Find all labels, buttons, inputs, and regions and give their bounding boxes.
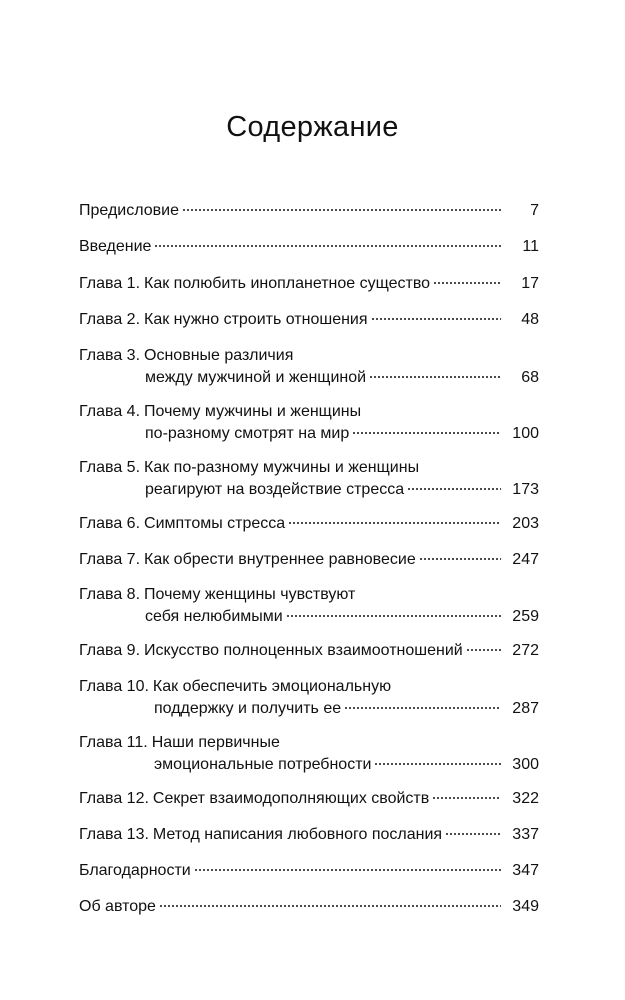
dot-leader bbox=[154, 245, 501, 247]
entry-title: Как обрести внутреннее равновесие bbox=[144, 551, 416, 568]
page-number: 349 bbox=[512, 898, 539, 915]
toc-entry bbox=[79, 457, 539, 501]
dot-leader bbox=[182, 209, 501, 211]
entry-title: Благодарности bbox=[79, 862, 191, 879]
toc-entry bbox=[79, 788, 539, 810]
entry-title: поддержку и получить ее bbox=[154, 700, 342, 717]
dot-leader bbox=[352, 432, 501, 434]
chapter-number: Глава 6. bbox=[79, 515, 141, 532]
entry-title: Как нужно строить отношения bbox=[144, 311, 368, 328]
page-number: 48 bbox=[521, 311, 539, 328]
dot-leader bbox=[344, 707, 501, 709]
dot-leader bbox=[288, 522, 501, 524]
toc-entry bbox=[79, 309, 539, 331]
dot-leader bbox=[194, 869, 501, 871]
entry-title: Как полюбить инопланетное существо bbox=[144, 275, 431, 292]
page-number: 287 bbox=[512, 700, 539, 717]
dot-leader bbox=[419, 558, 501, 560]
page-number: 7 bbox=[530, 202, 539, 219]
toc-entry bbox=[79, 860, 539, 882]
page-number: 322 bbox=[512, 790, 539, 807]
entry-title: Метод написания любовного послания bbox=[152, 826, 443, 843]
page-number: 247 bbox=[512, 551, 539, 568]
toc-entry bbox=[79, 640, 539, 662]
chapter-number: Глава 13. bbox=[79, 826, 149, 843]
dot-leader bbox=[433, 282, 501, 284]
chapter-number: Глава 9. bbox=[79, 642, 141, 659]
page-number: 347 bbox=[512, 862, 539, 879]
entry-title: реагируют на воздействие стресса bbox=[145, 481, 405, 498]
entry-title: Предисловие bbox=[79, 202, 179, 219]
entry-title: Симптомы стресса bbox=[144, 515, 286, 532]
entry-title: Как по-разному мужчины и женщины bbox=[144, 459, 420, 476]
chapter-number: Глава 10. bbox=[79, 678, 149, 695]
entry-title: Искусство полноценных взаимоотношений bbox=[144, 642, 463, 659]
chapter-number: Глава 1. bbox=[79, 275, 141, 292]
entry-title: эмоциональные потребности bbox=[154, 756, 372, 773]
toc-entry bbox=[79, 401, 539, 445]
dot-leader bbox=[445, 833, 501, 835]
dot-leader bbox=[369, 376, 501, 378]
toc-entry bbox=[79, 236, 539, 258]
toc-entry bbox=[79, 732, 539, 776]
entry-title: Введение bbox=[79, 238, 152, 255]
toc-entry bbox=[79, 513, 539, 535]
page-number: 300 bbox=[512, 756, 539, 773]
chapter-number: Глава 8. bbox=[79, 586, 141, 603]
page-number: 11 bbox=[522, 238, 539, 255]
dot-leader bbox=[286, 615, 501, 617]
page-title: Содержание bbox=[226, 111, 399, 144]
toc-entry bbox=[79, 345, 539, 389]
page-number: 17 bbox=[521, 275, 539, 292]
page-number: 337 bbox=[512, 826, 539, 843]
entry-title: Основные различия bbox=[144, 347, 294, 364]
page-number: 203 bbox=[512, 515, 539, 532]
chapter-number: Глава 4. bbox=[79, 403, 141, 420]
entry-title: себя нелюбимыми bbox=[145, 608, 283, 625]
entry-title: Об авторе bbox=[79, 898, 156, 915]
dot-leader bbox=[432, 797, 501, 799]
entry-title: между мужчиной и женщиной bbox=[145, 369, 367, 386]
page-number: 173 bbox=[512, 481, 539, 498]
chapter-number: Глава 12. bbox=[79, 790, 149, 807]
chapter-number: Глава 5. bbox=[79, 459, 141, 476]
toc-entry bbox=[79, 824, 539, 846]
chapter-number: Глава 7. bbox=[79, 551, 141, 568]
page-number: 272 bbox=[512, 642, 539, 659]
toc-entry bbox=[79, 676, 539, 720]
dot-leader bbox=[466, 649, 501, 651]
page-number: 259 bbox=[512, 608, 539, 625]
chapter-number: Глава 3. bbox=[79, 347, 141, 364]
dot-leader bbox=[371, 318, 501, 320]
toc-entry bbox=[79, 273, 539, 295]
dot-leader bbox=[374, 763, 501, 765]
toc-entry bbox=[79, 549, 539, 571]
chapter-number: Глава 11. bbox=[79, 734, 148, 751]
entry-title: Почему мужчины и женщины bbox=[144, 403, 362, 420]
toc-entry bbox=[79, 896, 539, 918]
chapter-number: Глава 2. bbox=[79, 311, 141, 328]
entry-title: по-разному смотрят на мир bbox=[145, 425, 350, 442]
page-number: 100 bbox=[512, 425, 539, 442]
toc-entry bbox=[79, 584, 539, 628]
dot-leader bbox=[407, 488, 501, 490]
toc-entry bbox=[79, 200, 539, 222]
dot-leader bbox=[159, 905, 501, 907]
page-number: 68 bbox=[521, 369, 539, 386]
entry-title: Как обеспечить эмоциональную bbox=[152, 678, 392, 695]
entry-title: Наши первичные bbox=[151, 734, 280, 751]
entry-title: Секрет взаимодополняющих свойств bbox=[152, 790, 430, 807]
entry-title: Почему женщины чувствуют bbox=[144, 586, 356, 603]
